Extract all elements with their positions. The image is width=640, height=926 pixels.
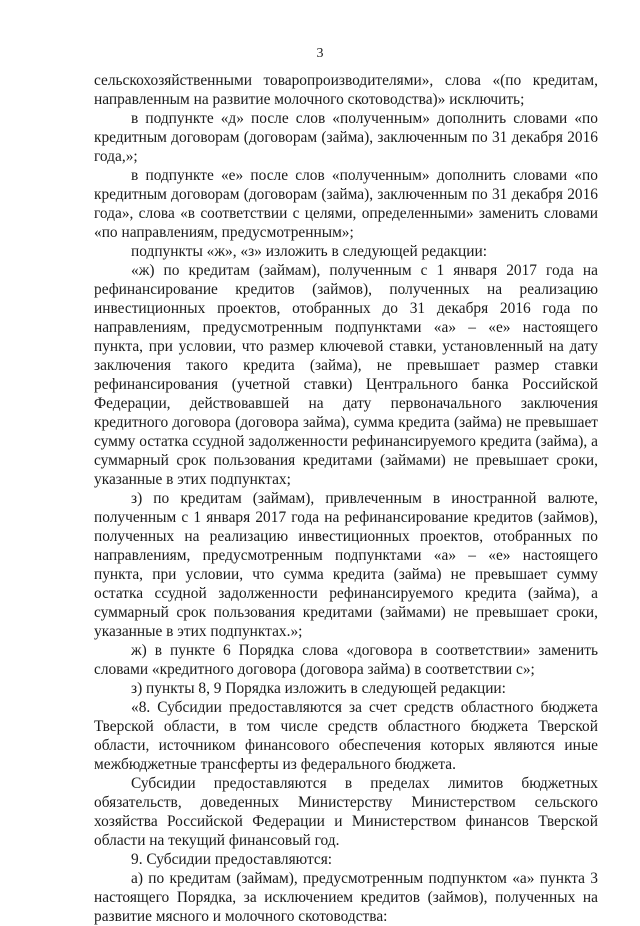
paragraph-subitem-z: з) по кредитам (займам), привлеченным в иностранной валюте, полученным с 1 января 2017 года на рефинансирование кредитов (займов), полученных на реализацию инвестиционных проектов, отобранных по направлениям, предусмотренным подпунктами «а» – «е» настоящего пункта, при условии, что сумма кредита (займа) не превышает сумму остатка ссудной задолженности рефинансируемого кредита (займа), а суммарный срок пользования кредитами (займами) не превышает сроки, указанные в этих подпунктах.»; bbox=[94, 490, 598, 640]
paragraph-subitem-zh: «ж) по кредитам (займам), полученным с 1 января 2017 года на рефинансирование кредитов (займов), полученных на реализацию инвестиционных проектов, отобранных до 31 декабря 2016 года по направлениям, предусмотренным подпунктами «а» – «е» настоящего пункта, при условии, что размер ключевой ставки, установленный на дату заключения такого кредита (займа), не превышает размер ставки рефинансирования (учетной ставки) Центрального банка Российской Федерации, действовавшей на дату первоначального заключения кредитного договора (договора займа), сумма кредита (займа) не превышает сумму остатка ссудной задолженности рефинансируемого кредита (займа), а суммарный срок пользования кредитами (займами) не превышает сроки, указанные в этих подпунктах; bbox=[94, 262, 598, 488]
paragraph-subitems-zh-z-intro: подпункты «ж», «з» изложить в следующей редакции: bbox=[131, 243, 487, 260]
paragraph-continuation: сельскохозяйственными товаропроизводителями», слова «(по кредитам, направленным на развитие молочного скотоводства)» исключить; bbox=[94, 72, 598, 108]
paragraph-point-8: «8. Субсидии предоставляются за счет средств областного бюджета Тверской области, в том числе средств областного бюджета Тверской области, источником финансового обеспечения которых являются иные межбюджетные трансферты из федерального бюджета. bbox=[94, 699, 598, 773]
paragraph-point-6: ж) в пункте 6 Порядка слова «договора в соответствии» заменить словами «кредитного договора (договора займа) в соответствии с»; bbox=[94, 642, 598, 678]
document-body bbox=[94, 71, 598, 926]
paragraph-subsidies-limits: Субсидии предоставляются в пределах лимитов бюджетных обязательств, доведенных Министерству Министерством сельского хозяйства Российской Федерации и Министерством финансов Тверской области на текущий финансовый год. bbox=[94, 775, 598, 849]
paragraph-point-9: 9. Субсидии предоставляются: bbox=[131, 851, 333, 868]
paragraph-subitem-d: в подпункте «д» после слов «полученным» дополнить словами «по кредитным договорам (договорам (займа), заключенным по 31 декабря 2016 года,»; bbox=[94, 110, 598, 165]
paragraph-points-8-9-intro: з) пункты 8, 9 Порядка изложить в следующей редакции: bbox=[131, 680, 506, 697]
page-number: 3 bbox=[316, 46, 324, 61]
paragraph-point-9-a: а) по кредитам (займам), предусмотренным подпунктом «а» пункта 3 настоящего Порядка, за исключением кредитов (займов), полученных на развитие мясного и молочного скотоводства: bbox=[94, 870, 598, 925]
paragraph-subitem-e: в подпункте «е» после слов «полученным» дополнить словами «по кредитным договорам (договорам (займа), заключенным по 31 декабря 2016 года», слова «в соответствии с целями, определенными» заменить словами «по направлениям, предусмотренным»; bbox=[94, 167, 598, 241]
